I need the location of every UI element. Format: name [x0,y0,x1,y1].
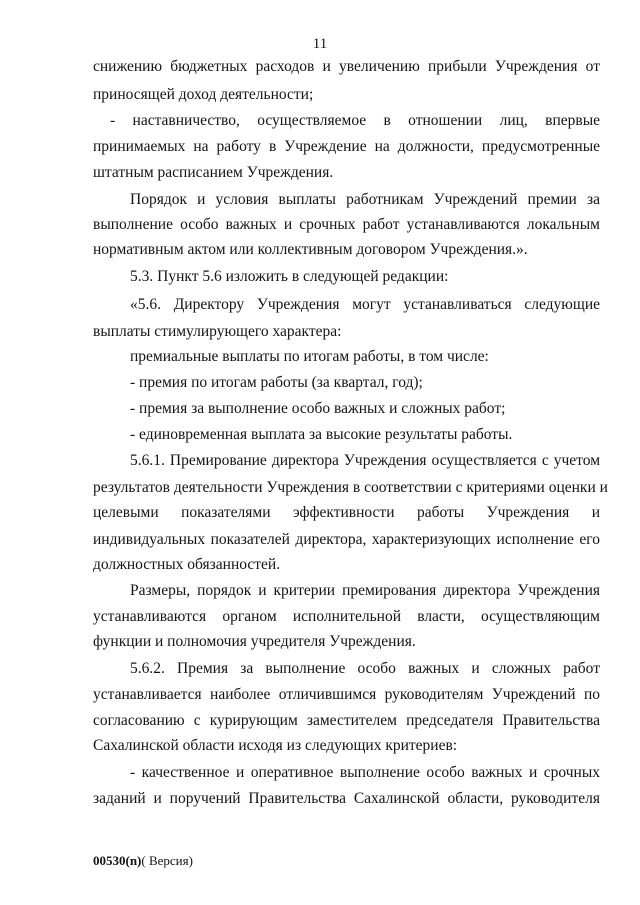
text-line: функции и полномочия учредителя Учреждения. [93,633,416,650]
text-line: заданий и поручений Правительства Сахалинской области, руководителя [93,790,600,807]
text-line: - единовременная выплата за высокие результаты работы. [130,426,513,443]
text-line: нормативным актом или коллективным договором Учреждения.». [93,241,528,258]
text-line: - премия по итогам работы (за квартал, год); [130,374,423,391]
text-line: целевыми показателями эффективности работы Учреждения и [93,504,600,521]
text-line: выполнение особо важных и срочных работ устанавливаются локальным [93,216,600,233]
text-line: премиальные выплаты по итогам работы, в том числе: [130,348,489,365]
text-line: - наставничество, осуществляемое в отношении лиц, впервые [110,112,600,129]
text-line: 5.3. Пункт 5.6 изложить в следующей редакции: [130,268,449,285]
text-line: должностных обязанностей. [93,556,281,573]
text-line: принимаемых на работу в Учреждение на должности, предусмотренные [93,138,600,155]
document-footer [93,853,193,869]
text-line: выплаты стимулирующего характера: [93,323,342,340]
text-line: согласованию с курирующим заместителем председателя Правительства [93,712,600,729]
document-version: ( Версия) [141,853,193,868]
text-line: Порядок и условия выплаты работникам Учреждений премии за [130,191,600,208]
text-line: Размеры, порядок и критерии премирования директора Учреждения [130,582,600,599]
text-line: штатным расписанием Учреждения. [93,164,334,181]
text-line: 5.6.2. Премия за выполнение особо важных и сложных работ [130,660,600,677]
text-line: 5.6.1. Премирование директора Учреждения осуществляется с учетом [130,452,600,469]
text-line: приносящей доход деятельности; [93,86,314,103]
text-line: устанавливается наиболее отличившимся руководителям Учреждений по [93,686,600,703]
text-line: снижению бюджетных расходов и увеличению прибыли Учреждения от [93,58,600,75]
text-line: - качественное и оперативное выполнение особо важных и срочных [130,764,600,781]
document-code: 00530(n) [93,853,142,868]
text-line: индивидуальных показателей директора, характеризующих исполнение его [93,531,600,548]
page-number: 11 [312,36,328,52]
text-line: «5.6. Директору Учреждения могут устанавливаться следующие [130,296,600,313]
text-line: устанавливаются органом исполнительной власти, осуществляющим [93,608,600,625]
text-line: - премия за выполнение особо важных и сложных работ; [130,400,506,417]
text-line: Сахалинской области исходя из следующих критериев: [93,737,458,754]
text-line: результатов деятельности Учреждения в соответствии с критериями оценки и [93,479,608,496]
